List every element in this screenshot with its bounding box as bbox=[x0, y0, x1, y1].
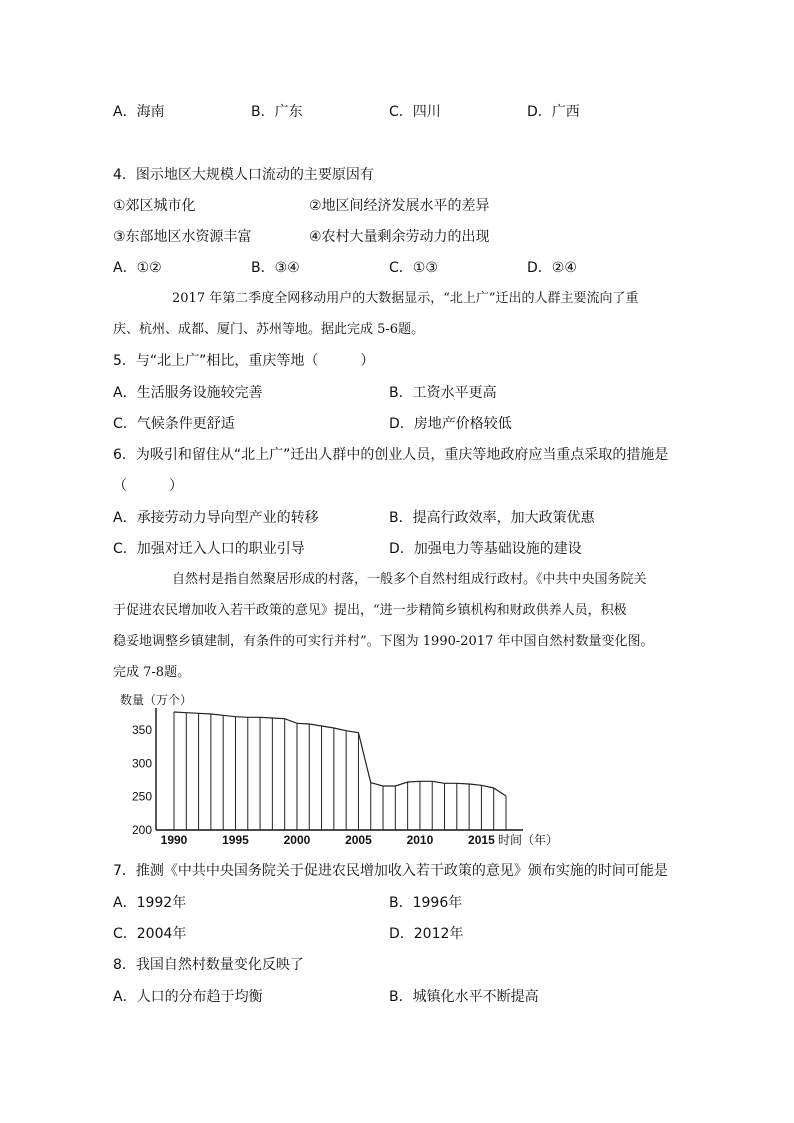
q7-stem: 7．推测《中共中央国务院关于促进农民增加收入若干政策的意见》颁布实施的时间可能是 bbox=[113, 863, 668, 879]
y-tick-label: 250 bbox=[131, 789, 152, 804]
option-c: C．四川 bbox=[389, 104, 441, 120]
option-d: D．广西 bbox=[527, 104, 580, 120]
q4-option-a: A．①② bbox=[113, 260, 162, 276]
q8-option-b: B．城镇化水平不断提高 bbox=[389, 989, 539, 1005]
q6-option-d: D．加强电力等基础设施的建设 bbox=[389, 541, 582, 557]
q6-stem: 6．为吸引和留住从“北上广”迁出人群中的创业人员，重庆等地政府应当重点采取的措施是 bbox=[113, 447, 669, 463]
q5-option-c: C．气候条件更舒适 bbox=[113, 416, 235, 432]
x-tick-label: 1995 bbox=[222, 833, 249, 847]
q5-option-d: D．房地产价格较低 bbox=[389, 416, 512, 432]
option-b: B．广东 bbox=[251, 104, 303, 120]
q4-item-3: ③东部地区水资源丰富 bbox=[113, 229, 252, 245]
y-tick-label: 350 bbox=[131, 723, 152, 737]
village-count-chart bbox=[118, 690, 578, 850]
x-tick-label: 2000 bbox=[283, 833, 311, 847]
y-axis-title: 数量（万个） bbox=[120, 693, 193, 707]
q7-option-b: B．1996年 bbox=[389, 895, 463, 911]
q6-stem-blank: （ ） bbox=[113, 478, 183, 494]
x-axis-title: 时间（年） bbox=[498, 833, 559, 847]
q4-item-1: ①郊区城市化 bbox=[113, 198, 196, 214]
q7-option-d: D．2012年 bbox=[389, 926, 464, 942]
y-tick-label: 200 bbox=[131, 823, 152, 837]
q7-option-c: C．2004年 bbox=[113, 926, 187, 942]
x-tick-label: 2010 bbox=[406, 833, 434, 847]
passage2-line-1: 自然村是指自然聚居形成的村落，一般多个自然村组成行政村。《中共中央国务院关 bbox=[172, 572, 647, 587]
q4-option-d: D．②④ bbox=[527, 260, 577, 276]
passage2-line-2: 于促进农民增加收入若干政策的意见》提出，“进一步精简乡镇机构和财政供养人员，积极 bbox=[113, 603, 627, 618]
q7-option-a: A．1992年 bbox=[113, 895, 187, 911]
q4-item-4: ④农村大量剩余劳动力的出现 bbox=[309, 229, 490, 245]
q4-option-b: B．③④ bbox=[251, 260, 300, 276]
q4-item-2: ②地区间经济发展水平的差异 bbox=[309, 198, 490, 214]
option-a: A．海南 bbox=[113, 104, 165, 120]
q5-option-b: B．工资水平更高 bbox=[389, 385, 497, 401]
passage2-line-4: 完成 7-8题。 bbox=[113, 665, 191, 680]
q8-option-a: A．人口的分布趋于均衡 bbox=[113, 989, 263, 1005]
q4-option-c: C．①③ bbox=[389, 260, 438, 276]
q5-stem: 5．与“北上广”相比，重庆等地（ ） bbox=[113, 353, 375, 369]
y-tick-label: 300 bbox=[131, 756, 152, 771]
x-tick-label: 2005 bbox=[345, 833, 372, 847]
passage1-line-2: 庆、杭州、成都、厦门、苏州等地。据此完成 5-6题。 bbox=[113, 322, 425, 337]
x-tick-label: 1990 bbox=[160, 833, 188, 847]
passage1-line-1: 2017 年第二季度全网移动用户的大数据显示，“北上广”迁出的人群主要流向了重 bbox=[172, 291, 639, 306]
q6-option-c: C．加强对迁入人口的职业引导 bbox=[113, 541, 305, 557]
q6-option-b: B．提高行政效率，加大政策优惠 bbox=[389, 510, 595, 526]
q4-stem: 4．图示地区大规模人口流动的主要原因有 bbox=[113, 167, 374, 183]
q6-option-a: A．承接劳动力导向型产业的转移 bbox=[113, 510, 319, 526]
passage2-line-3: 稳妥地调整乡镇建制，有条件的可实行并村”。下图为 1990-2017 年中国自然村数量变化图。 bbox=[113, 634, 654, 649]
x-tick-label: 2015 bbox=[468, 833, 495, 847]
q5-option-a: A．生活服务设施较完善 bbox=[113, 385, 263, 401]
series-line bbox=[174, 712, 506, 796]
q8-stem: 8．我国自然村数量变化反映了 bbox=[113, 957, 304, 973]
